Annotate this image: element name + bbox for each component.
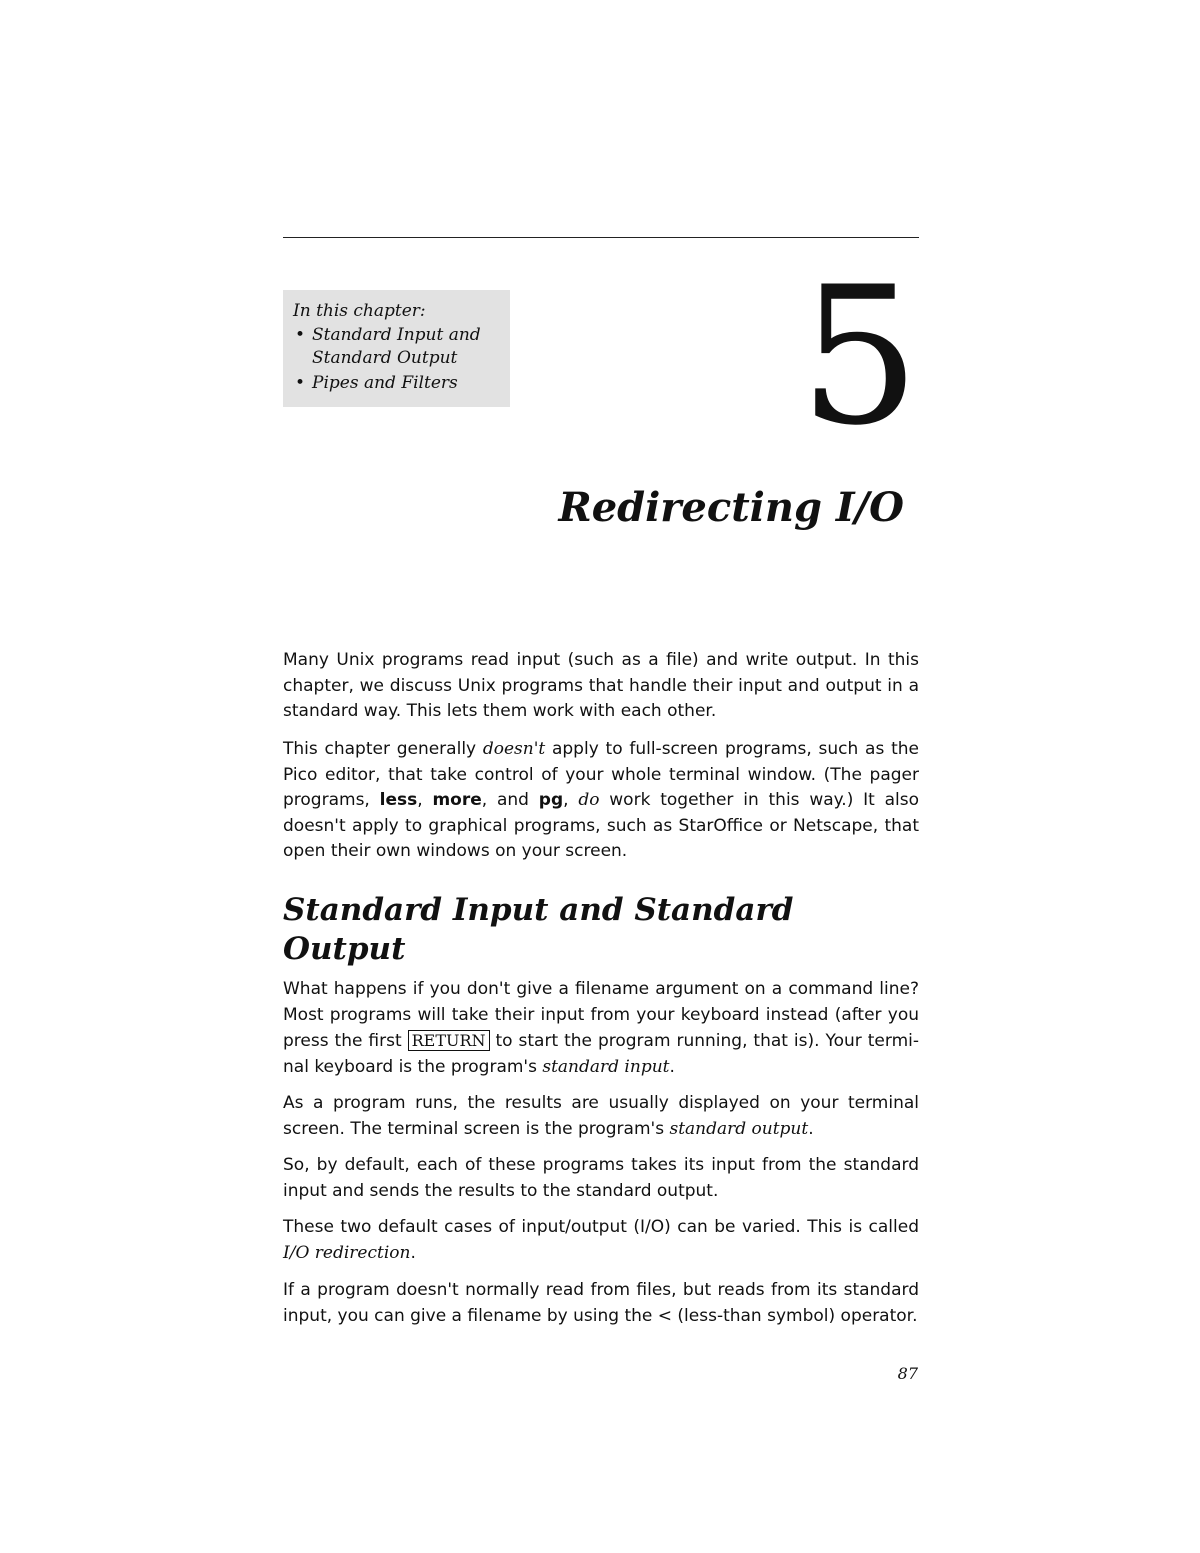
command-name: more	[432, 790, 482, 810]
bullet-icon: •	[295, 325, 306, 345]
section-heading: Standard Input and Standard Output	[283, 892, 794, 967]
text-run: ,	[417, 790, 433, 810]
text-run: apply to full-screen programs, such as the Pico editor, that take control of your whole terminal window. (The pager programs,	[283, 739, 919, 810]
contents-heading: In this chapter:	[293, 301, 426, 321]
bullet-icon: •	[295, 373, 306, 393]
contents-item-label: Standard Input and Standard Output	[312, 325, 481, 368]
text-run: .	[410, 1242, 416, 1263]
return-key-label: RETURN	[408, 1030, 490, 1051]
chapter-number: 5	[799, 246, 920, 467]
text-run: These two default cases of input/output (I/O) can be varied. This is called	[283, 1217, 919, 1237]
contents-list	[293, 324, 500, 395]
intro-paragraph-2	[283, 737, 919, 865]
text-run: .	[808, 1118, 814, 1139]
contents-item	[293, 372, 500, 395]
intro-paragraph-1: Many Unix programs read input (such as a file) and write output. In this chapter, we discuss Unix programs that handle their input and output in a standard way. This lets them work with each other.	[283, 650, 919, 721]
command-name: less	[379, 790, 418, 810]
text-run: This chapter generally	[283, 739, 483, 759]
chapter-contents-box	[283, 290, 510, 407]
text-run: work together in this way.) It also doesn't apply to graphical programs, such as StarOffice or Netscape, that open their own windows on your screen.	[283, 790, 920, 861]
term: I/O redirection	[283, 1242, 411, 1263]
chapter-top-rule	[283, 237, 919, 238]
term: standard output	[669, 1118, 809, 1139]
emphasis: doesn't	[482, 739, 546, 759]
text-run: , and	[481, 790, 539, 810]
section-paragraph-2	[283, 1091, 919, 1142]
command-name: pg	[538, 790, 564, 810]
contents-item	[293, 324, 500, 370]
page-number: 87	[897, 1364, 918, 1383]
chapter-title: Redirecting I/O	[558, 484, 904, 531]
section-paragraph-3: So, by default, each of these programs takes its input from the standard input and sends the results to the standard output.	[283, 1155, 919, 1201]
section-paragraph-4	[283, 1215, 919, 1266]
emphasis: do	[578, 790, 600, 810]
term: standard input	[542, 1056, 670, 1077]
contents-item-label: Pipes and Filters	[312, 373, 458, 393]
text-run: What happens if you don't give a filename argument on a command line? Most programs will take their input from your keyboard instead (after you press the first	[283, 979, 919, 1051]
text-run: As a program runs, the results are usually displayed on your terminal screen. The terminal screen is the program's	[283, 1093, 919, 1139]
text-run: ,	[563, 790, 579, 810]
section-paragraph-5: If a program doesn't normally read from files, but reads from its standard input, you can give a filename by using the < (less-than symbol) operator.	[283, 1280, 919, 1326]
section-paragraph-1	[283, 977, 919, 1080]
text-run: to start the program running, that is). Your terminal keyboard is the program's	[283, 1031, 919, 1077]
text-run: .	[669, 1056, 675, 1077]
